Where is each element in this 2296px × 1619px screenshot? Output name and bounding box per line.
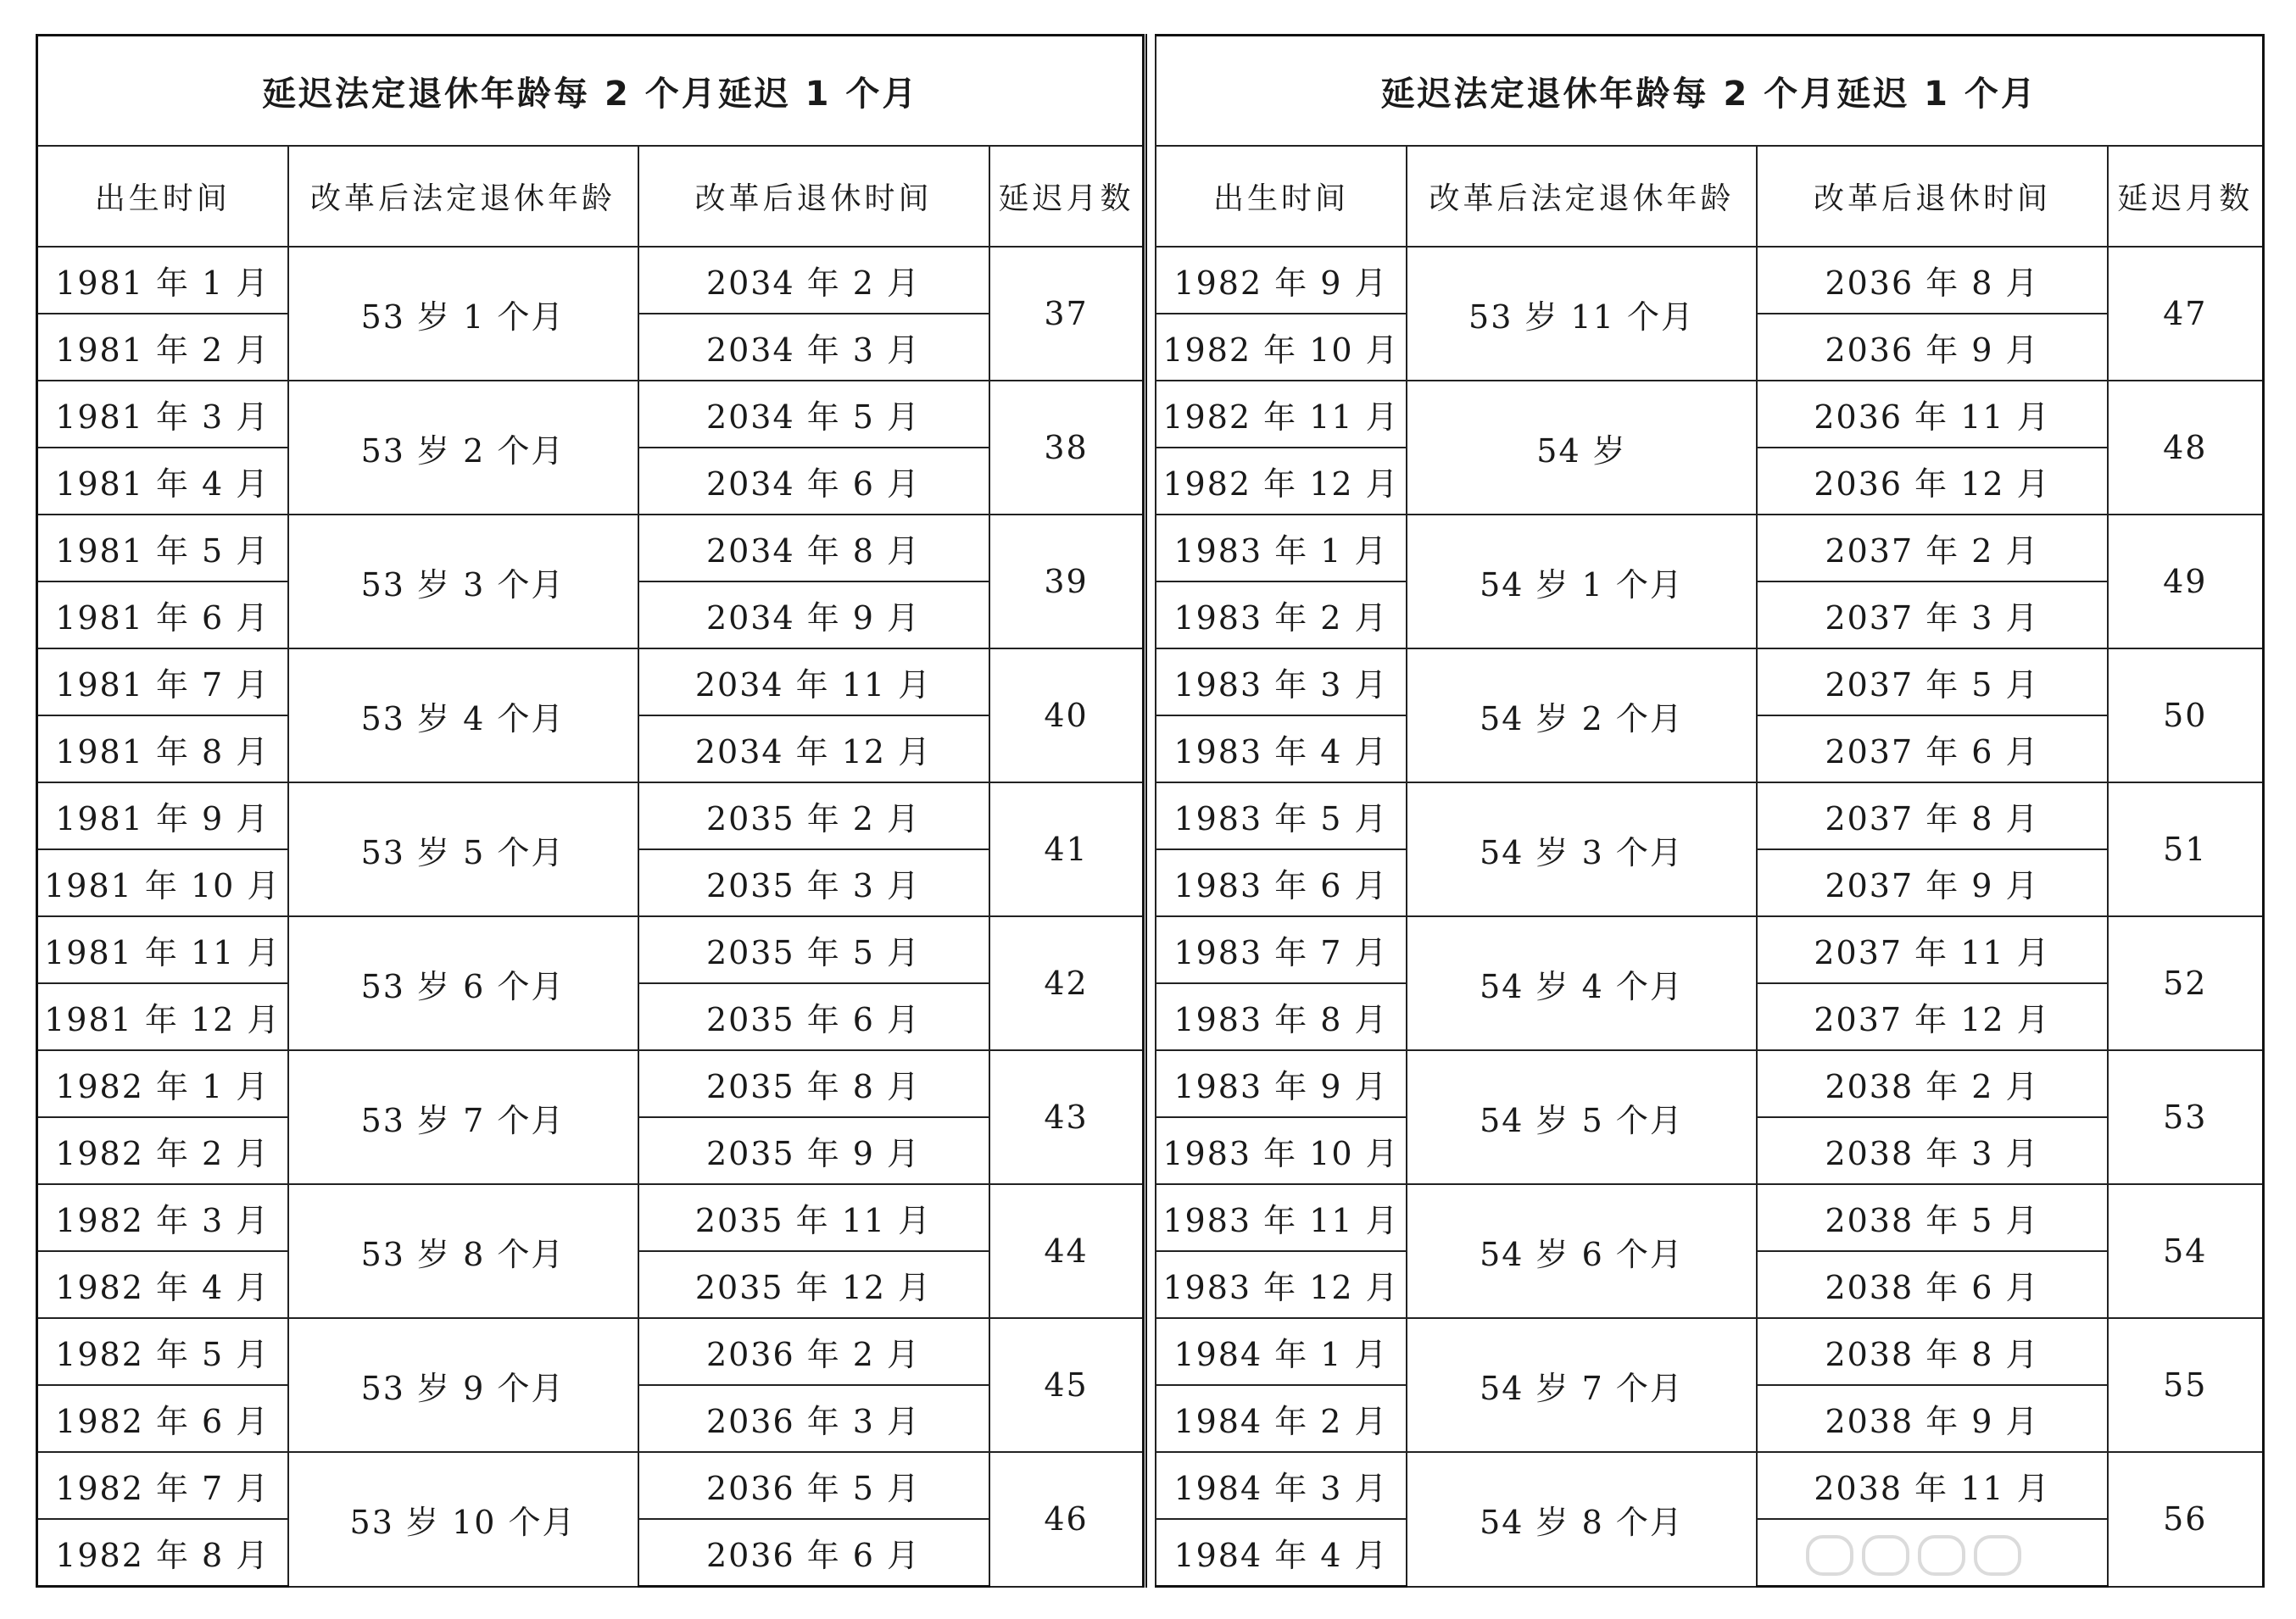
retire-age-cell: 53 岁 4 个月 xyxy=(288,648,638,782)
retire-time-cell: 2035 年 2 月 xyxy=(638,782,989,849)
table-row xyxy=(37,515,1144,581)
header-age: 改革后法定退休年龄 xyxy=(1407,146,1757,247)
table-title: 延迟法定退休年龄每 2 个月延迟 1 个月 xyxy=(1156,36,2263,147)
birth-cell: 1982 年 8 月 xyxy=(37,1519,288,1587)
retire-age-cell: 53 岁 11 个月 xyxy=(1407,247,1757,381)
retire-time-cell: 2035 年 12 月 xyxy=(638,1251,989,1318)
header-age: 改革后法定退休年龄 xyxy=(288,146,638,247)
header-delay: 延迟月数 xyxy=(989,146,1144,247)
birth-cell: 1982 年 1 月 xyxy=(37,1050,288,1117)
header-time: 改革后退休时间 xyxy=(1757,146,2108,247)
birth-cell: 1982 年 11 月 xyxy=(1156,381,1407,448)
retire-age-cell: 54 岁 2 个月 xyxy=(1407,648,1757,782)
retire-time-cell: 2037 年 5 月 xyxy=(1757,648,2108,715)
birth-cell: 1983 年 11 月 xyxy=(1156,1184,1407,1251)
birth-cell: 1981 年 3 月 xyxy=(37,381,288,448)
retire-time-cell: 2037 年 11 月 xyxy=(1757,916,2108,983)
retire-age-cell: 53 岁 7 个月 xyxy=(288,1050,638,1184)
birth-cell: 1983 年 3 月 xyxy=(1156,648,1407,715)
retire-time-cell: 2034 年 12 月 xyxy=(638,715,989,782)
table-row xyxy=(37,782,1144,849)
table-row xyxy=(1156,648,2263,715)
retire-time-cell: 2037 年 9 月 xyxy=(1757,849,2108,916)
retire-age-cell: 53 岁 9 个月 xyxy=(288,1318,638,1452)
table-row xyxy=(37,1184,1144,1251)
retire-time-cell: 2037 年 3 月 xyxy=(1757,581,2108,648)
birth-cell: 1982 年 3 月 xyxy=(37,1184,288,1251)
delay-months-cell: 48 xyxy=(2108,381,2263,515)
delay-months-cell: 50 xyxy=(2108,648,2263,782)
delay-months-cell: 45 xyxy=(989,1318,1144,1452)
delay-months-cell: 52 xyxy=(2108,916,2263,1050)
table-row xyxy=(1156,247,2263,314)
birth-cell: 1982 年 4 月 xyxy=(37,1251,288,1318)
retire-time-cell: 2034 年 3 月 xyxy=(638,314,989,381)
retire-age-cell: 54 岁 6 个月 xyxy=(1407,1184,1757,1318)
retire-time-cell: 2038 年 6 月 xyxy=(1757,1251,2108,1318)
table-row xyxy=(37,1452,1144,1519)
table-row xyxy=(37,916,1144,983)
birth-cell: 1981 年 6 月 xyxy=(37,581,288,648)
birth-cell: 1983 年 5 月 xyxy=(1156,782,1407,849)
birth-cell: 1984 年 2 月 xyxy=(1156,1385,1407,1452)
birth-cell: 1983 年 8 月 xyxy=(1156,983,1407,1050)
birth-cell: 1983 年 12 月 xyxy=(1156,1251,1407,1318)
birth-cell: 1983 年 9 月 xyxy=(1156,1050,1407,1117)
birth-cell: 1983 年 4 月 xyxy=(1156,715,1407,782)
panel-divider xyxy=(1142,34,1147,1588)
retire-age-cell: 53 岁 3 个月 xyxy=(288,515,638,648)
table-row xyxy=(1156,1184,2263,1251)
table-row xyxy=(37,381,1144,448)
birth-cell: 1984 年 1 月 xyxy=(1156,1318,1407,1385)
birth-cell: 1981 年 11 月 xyxy=(37,916,288,983)
retire-time-cell: 2035 年 6 月 xyxy=(638,983,989,1050)
table-row xyxy=(37,1050,1144,1117)
delay-months-cell: 38 xyxy=(989,381,1144,515)
retire-time-cell: 2035 年 11 月 xyxy=(638,1184,989,1251)
table-row xyxy=(1156,515,2263,581)
header-birth: 出生时间 xyxy=(1156,146,1407,247)
retire-time-cell: 2037 年 12 月 xyxy=(1757,983,2108,1050)
retire-time-cell: 2036 年 12 月 xyxy=(1757,448,2108,515)
retire-time-cell: 2034 年 2 月 xyxy=(638,247,989,314)
retire-time-cell: 2036 年 6 月 xyxy=(638,1519,989,1587)
birth-cell: 1982 年 2 月 xyxy=(37,1117,288,1184)
delay-months-cell: 53 xyxy=(2108,1050,2263,1184)
birth-cell: 1981 年 4 月 xyxy=(37,448,288,515)
table-row xyxy=(1156,1452,2263,1519)
birth-cell: 1981 年 10 月 xyxy=(37,849,288,916)
retire-time-cell: 2036 年 8 月 xyxy=(1757,247,2108,314)
left-table-body xyxy=(37,36,1144,1587)
retire-time-cell: 2035 年 5 月 xyxy=(638,916,989,983)
delay-months-cell: 56 xyxy=(2108,1452,2263,1587)
retire-age-cell: 53 岁 5 个月 xyxy=(288,782,638,916)
retire-time-cell: 2038 年 2 月 xyxy=(1757,1050,2108,1117)
table-row xyxy=(37,648,1144,715)
retire-time-cell: 2038 年 9 月 xyxy=(1757,1385,2108,1452)
retire-age-cell: 54 岁 xyxy=(1407,381,1757,515)
birth-cell: 1983 年 1 月 xyxy=(1156,515,1407,581)
retire-time-cell: 2036 年 11 月 xyxy=(1757,381,2108,448)
table-row xyxy=(37,247,1144,314)
birth-cell: 1984 年 4 月 xyxy=(1156,1519,1407,1587)
birth-cell: 1981 年 5 月 xyxy=(37,515,288,581)
retire-age-cell: 53 岁 1 个月 xyxy=(288,247,638,381)
right-table-body xyxy=(1156,36,2263,1587)
retire-time-cell: 2035 年 3 月 xyxy=(638,849,989,916)
retire-time-cell: 2036 年 3 月 xyxy=(638,1385,989,1452)
table-row xyxy=(1156,1050,2263,1117)
delay-months-cell: 46 xyxy=(989,1452,1144,1587)
table-row xyxy=(1156,782,2263,849)
retire-time-cell: 2036 年 5 月 xyxy=(638,1452,989,1519)
birth-cell: 1983 年 10 月 xyxy=(1156,1117,1407,1184)
delay-months-cell: 41 xyxy=(989,782,1144,916)
delay-months-cell: 44 xyxy=(989,1184,1144,1318)
retire-time-cell: 2034 年 9 月 xyxy=(638,581,989,648)
birth-cell: 1982 年 5 月 xyxy=(37,1318,288,1385)
retire-age-cell: 54 岁 7 个月 xyxy=(1407,1318,1757,1452)
retire-time-cell: 2035 年 9 月 xyxy=(638,1117,989,1184)
retire-age-cell: 53 岁 8 个月 xyxy=(288,1184,638,1318)
retire-time-cell: 2036 年 9 月 xyxy=(1757,314,2108,381)
retire-time-cell: 2037 年 6 月 xyxy=(1757,715,2108,782)
retire-time-cell: 2037 年 2 月 xyxy=(1757,515,2108,581)
birth-cell: 1983 年 2 月 xyxy=(1156,581,1407,648)
delay-months-cell: 47 xyxy=(2108,247,2263,381)
birth-cell: 1983 年 7 月 xyxy=(1156,916,1407,983)
retire-time-cell: 2038 年 3 月 xyxy=(1757,1117,2108,1184)
birth-cell: 1982 年 7 月 xyxy=(37,1452,288,1519)
retire-time-cell: 2038 年 11 月 xyxy=(1757,1452,2108,1519)
birth-cell: 1981 年 12 月 xyxy=(37,983,288,1050)
retire-age-cell: 53 岁 6 个月 xyxy=(288,916,638,1050)
retire-time-cell: 2038 年 8 月 xyxy=(1757,1318,2108,1385)
retire-time-cell: 2034 年 8 月 xyxy=(638,515,989,581)
header-time: 改革后退休时间 xyxy=(638,146,989,247)
birth-cell: 1983 年 6 月 xyxy=(1156,849,1407,916)
retire-age-cell: 54 岁 5 个月 xyxy=(1407,1050,1757,1184)
delay-months-cell: 40 xyxy=(989,648,1144,782)
table-row xyxy=(37,1318,1144,1385)
header-birth: 出生时间 xyxy=(37,146,288,247)
birth-cell: 1982 年 10 月 xyxy=(1156,314,1407,381)
birth-cell: 1981 年 9 月 xyxy=(37,782,288,849)
birth-cell: 1982 年 12 月 xyxy=(1156,448,1407,515)
header-delay: 延迟月数 xyxy=(2108,146,2263,247)
table-row xyxy=(1156,1318,2263,1385)
delay-months-cell: 39 xyxy=(989,515,1144,648)
delay-months-cell: 54 xyxy=(2108,1184,2263,1318)
table-row xyxy=(1156,381,2263,448)
birth-cell: 1984 年 3 月 xyxy=(1156,1452,1407,1519)
delay-months-cell: 49 xyxy=(2108,515,2263,648)
delay-months-cell: 51 xyxy=(2108,782,2263,916)
birth-cell: 1981 年 2 月 xyxy=(37,314,288,381)
retire-age-cell: 53 岁 2 个月 xyxy=(288,381,638,515)
retire-age-cell: 54 岁 1 个月 xyxy=(1407,515,1757,648)
delay-months-cell: 43 xyxy=(989,1050,1144,1184)
delay-months-cell: 42 xyxy=(989,916,1144,1050)
retire-time-cell: 2038 年 5 月 xyxy=(1757,1184,2108,1251)
birth-cell: 1981 年 8 月 xyxy=(37,715,288,782)
birth-cell: 1982 年 9 月 xyxy=(1156,247,1407,314)
birth-cell: 1981 年 1 月 xyxy=(37,247,288,314)
birth-cell: 1982 年 6 月 xyxy=(37,1385,288,1452)
table-row xyxy=(1156,916,2263,983)
retire-time-cell: 2034 年 6 月 xyxy=(638,448,989,515)
retire-time-cell: 2034 年 5 月 xyxy=(638,381,989,448)
retire-age-cell: 54 岁 8 个月 xyxy=(1407,1452,1757,1587)
retire-age-cell: 54 岁 4 个月 xyxy=(1407,916,1757,1050)
retire-time-cell: 2034 年 11 月 xyxy=(638,648,989,715)
watermark xyxy=(1806,1530,2281,1581)
delay-months-cell: 37 xyxy=(989,247,1144,381)
right-table xyxy=(1155,34,2265,1588)
retire-time-cell: 2035 年 8 月 xyxy=(638,1050,989,1117)
birth-cell: 1981 年 7 月 xyxy=(37,648,288,715)
table-title: 延迟法定退休年龄每 2 个月延迟 1 个月 xyxy=(37,36,1144,147)
left-table xyxy=(36,34,1145,1588)
delay-months-cell: 55 xyxy=(2108,1318,2263,1452)
retire-age-cell: 53 岁 10 个月 xyxy=(288,1452,638,1587)
retire-time-cell: 2036 年 2 月 xyxy=(638,1318,989,1385)
retire-age-cell: 54 岁 3 个月 xyxy=(1407,782,1757,916)
retire-time-cell: 2037 年 8 月 xyxy=(1757,782,2108,849)
